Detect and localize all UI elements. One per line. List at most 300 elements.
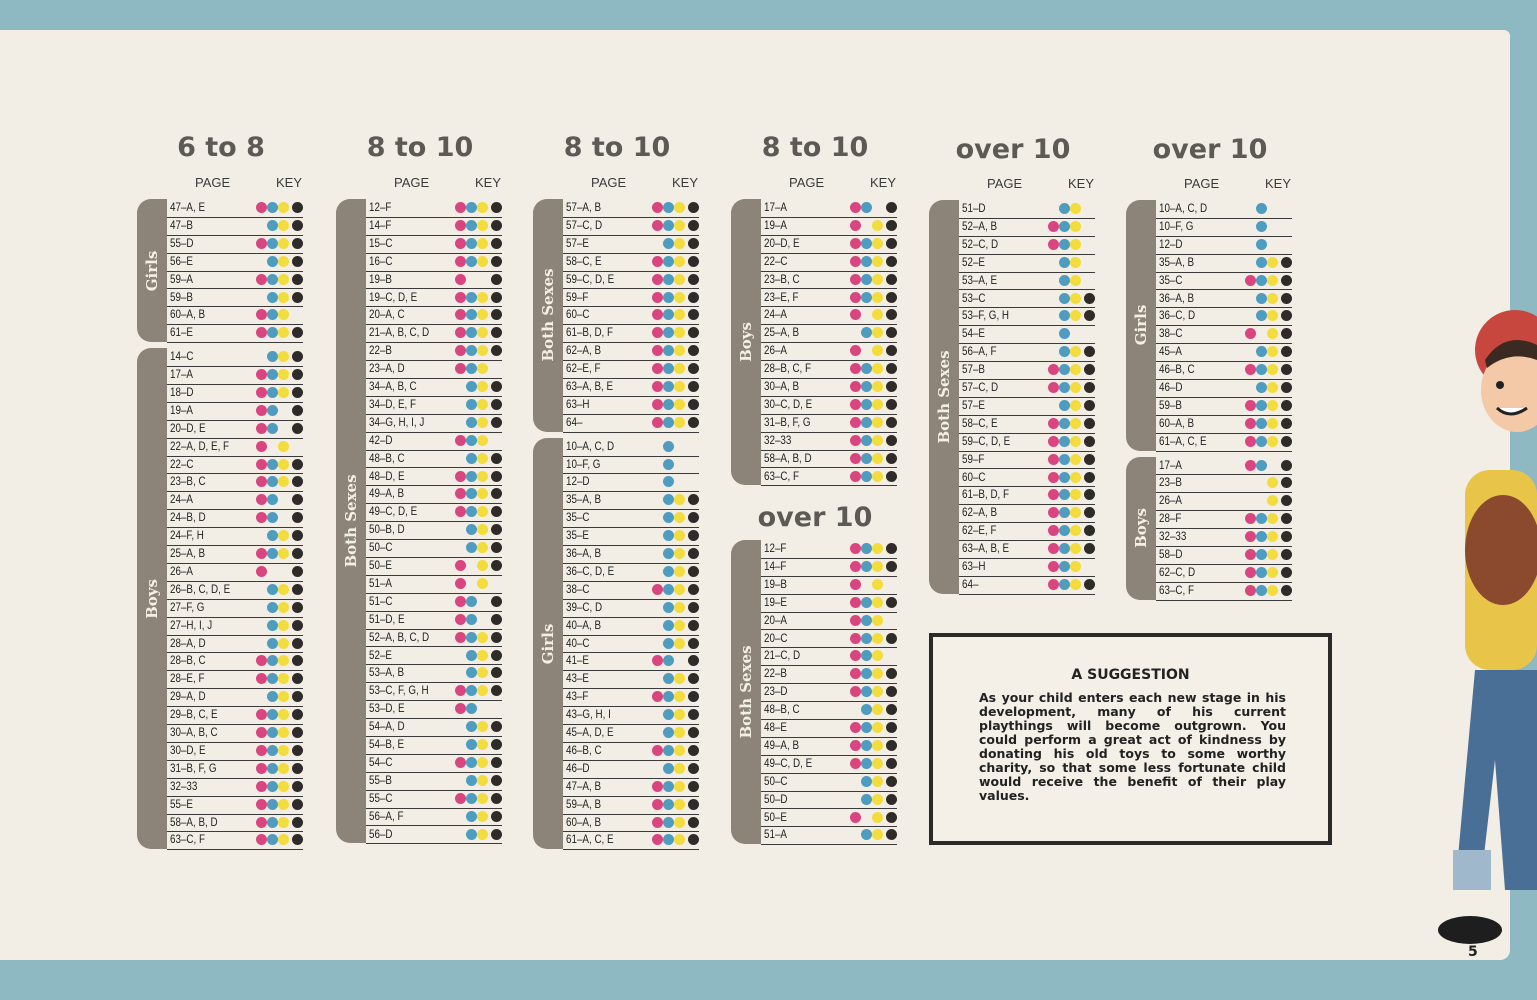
blue-key-dot: [663, 673, 674, 684]
black-key-dot: [688, 309, 699, 320]
blue-key-dot: [1059, 257, 1070, 268]
blue-key-dot: [1256, 239, 1267, 250]
blue-key-dot: [861, 776, 872, 787]
page-ref: 52–A, B, C, D: [369, 629, 430, 644]
page-ref: 22–B: [764, 666, 787, 681]
blue-key-dot: [267, 781, 278, 792]
page-ref: 10–A, C, D: [566, 438, 615, 453]
table-row: [563, 742, 699, 761]
blue-key-dot: [861, 471, 872, 482]
page-ref: 52–C, D: [962, 236, 999, 251]
black-key-dot: [491, 417, 502, 428]
page-ref: 55–D: [170, 235, 194, 250]
blue-key-dot: [466, 238, 477, 249]
table-row: [959, 504, 1095, 523]
yellow-key-dot: [872, 686, 883, 697]
black-key-dot: [886, 704, 897, 715]
yellow-key-dot: [1267, 293, 1278, 304]
page-ref: 47–A, B: [566, 778, 602, 793]
blue-key-dot: [1256, 549, 1267, 560]
yellow-key-dot: [674, 417, 685, 428]
red-key-dot: [1245, 513, 1256, 524]
page-ref: 54–B, E: [369, 737, 405, 751]
red-key-dot: [652, 363, 663, 374]
blue-key-dot: [861, 561, 872, 572]
table-row: [167, 563, 303, 582]
table-row: [761, 324, 897, 343]
table-row: [761, 647, 897, 666]
page-ref: 23–B, C: [170, 474, 206, 489]
red-key-dot: [652, 256, 663, 267]
blue-key-dot: [466, 435, 477, 446]
table-row: [761, 719, 897, 738]
table-row: [959, 576, 1095, 595]
red-key-dot: [1048, 239, 1059, 250]
table-row: [167, 814, 303, 833]
blue-key-dot: [1059, 472, 1070, 483]
red-key-dot: [256, 745, 267, 756]
table-row: [761, 558, 897, 577]
red-key-dot: [1048, 454, 1059, 465]
black-key-dot: [491, 685, 502, 696]
red-key-dot: [652, 584, 663, 595]
yellow-key-dot: [477, 739, 488, 750]
table-row: [167, 652, 303, 671]
black-key-dot: [886, 561, 897, 572]
black-key-dot: [1281, 418, 1292, 429]
yellow-key-dot: [477, 793, 488, 804]
yellow-key-dot: [674, 292, 685, 303]
yellow-key-dot: [278, 620, 289, 631]
page-ref: 53–F, G, H: [962, 308, 1010, 323]
page-ref: 49–C, D, E: [369, 504, 418, 519]
black-key-dot: [886, 471, 897, 482]
table-row: [563, 456, 699, 475]
yellow-key-dot: [477, 578, 488, 589]
blue-key-dot: [663, 327, 674, 338]
red-key-dot: [652, 202, 663, 213]
yellow-key-dot: [872, 776, 883, 787]
page-ref: 59–C, D, E: [962, 433, 1011, 448]
blue-key-dot: [267, 327, 278, 338]
table-row: [167, 473, 303, 492]
black-key-dot: [292, 691, 303, 702]
boy-illustration: [1435, 290, 1537, 960]
red-key-dot: [850, 722, 861, 733]
page-ref: 35–C: [1159, 272, 1183, 287]
table-row: [366, 324, 502, 343]
blue-key-dot: [466, 829, 477, 840]
blue-key-dot: [466, 488, 477, 499]
table-row: [1156, 564, 1292, 583]
group-tab: [533, 438, 563, 850]
black-key-dot: [292, 202, 303, 213]
black-key-dot: [886, 399, 897, 410]
blue-key-dot: [1256, 346, 1267, 357]
black-key-dot: [491, 327, 502, 338]
red-key-dot: [455, 506, 466, 517]
blue-key-dot: [1256, 275, 1267, 286]
red-key-dot: [256, 655, 267, 666]
red-key-dot: [455, 292, 466, 303]
table-row: [563, 217, 699, 236]
page-ref: 57–C, D: [566, 217, 603, 232]
group-tab: [533, 199, 563, 432]
blue-key-dot: [267, 423, 278, 434]
page-ref: 21–C, D: [764, 648, 801, 663]
yellow-key-dot: [278, 369, 289, 380]
group-tab: [731, 540, 761, 844]
yellow-key-dot: [872, 399, 883, 410]
table-row: [761, 468, 897, 487]
red-key-dot: [850, 597, 861, 608]
table-row: [366, 647, 502, 666]
blue-key-dot: [267, 638, 278, 649]
yellow-key-dot: [872, 381, 883, 392]
age-range-title: 6 to 8: [177, 132, 265, 163]
group-tab: [929, 200, 959, 594]
table-row: [761, 773, 897, 792]
black-key-dot: [688, 673, 699, 684]
black-key-dot: [1084, 472, 1095, 483]
yellow-key-dot: [1267, 310, 1278, 321]
page-ref: 59–C, D, E: [566, 271, 615, 286]
black-key-dot: [491, 524, 502, 535]
black-key-dot: [886, 238, 897, 249]
table-row: [563, 814, 699, 833]
page-ref: 57–B: [962, 362, 985, 377]
blue-key-dot: [267, 691, 278, 702]
table-row: [1156, 510, 1292, 529]
black-key-dot: [491, 560, 502, 571]
blue-key-dot: [663, 399, 674, 410]
suggestion-title: A SUGGESTION: [1071, 667, 1190, 683]
table-row: [1156, 546, 1292, 565]
black-key-dot: [292, 292, 303, 303]
red-key-dot: [1048, 364, 1059, 375]
red-key-dot: [652, 345, 663, 356]
yellow-key-dot: [477, 721, 488, 732]
yellow-key-dot: [674, 691, 685, 702]
table-row: [366, 450, 502, 469]
red-key-dot: [256, 781, 267, 792]
blue-key-dot: [861, 722, 872, 733]
blue-key-dot: [861, 274, 872, 285]
blue-key-dot: [663, 202, 674, 213]
red-key-dot: [256, 309, 267, 320]
table-row: [366, 217, 502, 236]
red-key-dot: [850, 238, 861, 249]
red-key-dot: [256, 709, 267, 720]
black-key-dot: [491, 220, 502, 231]
red-key-dot: [256, 494, 267, 505]
black-key-dot: [688, 763, 699, 774]
page-header: PAGE: [195, 175, 231, 190]
table-row: [1156, 528, 1292, 547]
blue-key-dot: [1059, 579, 1070, 590]
blue-key-dot: [267, 459, 278, 470]
table-row: [167, 617, 303, 636]
red-key-dot: [1048, 543, 1059, 554]
group-boys: [731, 199, 899, 485]
black-key-dot: [292, 548, 303, 559]
black-key-dot: [688, 417, 699, 428]
red-key-dot: [1245, 328, 1256, 339]
yellow-key-dot: [674, 238, 685, 249]
age-range-title: over 10: [1152, 134, 1268, 165]
table-row: [761, 378, 897, 397]
page-ref: 15–C: [369, 235, 393, 250]
black-key-dot: [886, 794, 897, 805]
page-ref: 64–: [962, 576, 979, 591]
yellow-key-dot: [1070, 400, 1081, 411]
black-key-dot: [292, 799, 303, 810]
table-row: [167, 420, 303, 439]
group-tab: [1126, 457, 1156, 600]
page-ref: 12–D: [566, 474, 590, 489]
table-row: [761, 809, 897, 828]
black-key-dot: [886, 776, 897, 787]
black-key-dot: [1281, 257, 1292, 268]
page-ref: 40–A, B: [566, 617, 602, 632]
yellow-key-dot: [674, 584, 685, 595]
blue-key-dot: [663, 256, 674, 267]
page-ref: 46–D: [566, 760, 590, 775]
black-key-dot: [292, 459, 303, 470]
page-ref: 26–A: [764, 343, 787, 358]
page-ref: 32–33: [170, 778, 198, 793]
blue-key-dot: [663, 512, 674, 523]
blue-key-dot: [663, 476, 674, 487]
black-key-dot: [491, 309, 502, 320]
blue-key-dot: [267, 727, 278, 738]
page-ref: 51–D: [962, 201, 986, 215]
page-ref: 27–H, I, J: [170, 617, 213, 632]
red-key-dot: [256, 459, 267, 470]
blue-key-dot: [466, 632, 477, 643]
red-key-dot: [1245, 585, 1256, 596]
black-key-dot: [292, 834, 303, 845]
page-ref: 63–H: [962, 559, 986, 573]
red-key-dot: [256, 202, 267, 213]
red-key-dot: [455, 363, 466, 374]
table-row: [1156, 397, 1292, 416]
red-key-dot: [256, 476, 267, 487]
group-tab: [1126, 200, 1156, 451]
red-key-dot: [1245, 460, 1256, 471]
blue-key-dot: [1059, 525, 1070, 536]
blue-key-dot: [267, 256, 278, 267]
black-key-dot: [292, 584, 303, 595]
table-row: [563, 342, 699, 361]
group-girls: [137, 199, 305, 342]
yellow-key-dot: [278, 655, 289, 666]
page-ref: 58–C, E: [566, 253, 602, 268]
table-row: [167, 324, 303, 343]
black-key-dot: [491, 542, 502, 553]
black-key-dot: [491, 202, 502, 213]
red-key-dot: [652, 292, 663, 303]
yellow-key-dot: [477, 435, 488, 446]
group-label: Girls: [539, 623, 557, 664]
page-ref: 27–F, G: [170, 599, 205, 614]
yellow-key-dot: [872, 327, 883, 338]
table-row: [563, 235, 699, 254]
red-key-dot: [1048, 579, 1059, 590]
blue-key-dot: [1256, 418, 1267, 429]
black-key-dot: [491, 345, 502, 356]
black-key-dot: [1084, 400, 1095, 411]
page-ref: 24–A: [170, 492, 193, 507]
black-key-dot: [1281, 436, 1292, 447]
blue-key-dot: [1059, 382, 1070, 393]
page-ref: 58–A, B, D: [170, 814, 218, 829]
group-boys: [1126, 457, 1294, 600]
table-row: [761, 791, 897, 810]
blue-key-dot: [663, 309, 674, 320]
page-ref: 22–C: [170, 456, 194, 471]
yellow-key-dot: [278, 309, 289, 320]
yellow-key-dot: [1267, 513, 1278, 524]
blue-key-dot: [861, 829, 872, 840]
black-key-dot: [1281, 310, 1292, 321]
page-ref: 50–E: [369, 558, 392, 572]
yellow-key-dot: [1070, 203, 1081, 214]
page-ref: 12–F: [764, 541, 787, 555]
table-row: [167, 491, 303, 510]
table-row: [167, 778, 303, 797]
yellow-key-dot: [674, 602, 685, 613]
blue-key-dot: [466, 417, 477, 428]
yellow-key-dot: [477, 363, 488, 374]
red-key-dot: [652, 799, 663, 810]
table-row: [366, 539, 502, 558]
yellow-key-dot: [1070, 418, 1081, 429]
yellow-key-dot: [1267, 275, 1278, 286]
yellow-key-dot: [477, 471, 488, 482]
yellow-key-dot: [872, 238, 883, 249]
black-key-dot: [688, 602, 699, 613]
group-tab: [336, 199, 366, 843]
black-key-dot: [1281, 460, 1292, 471]
table-row: [1156, 236, 1292, 255]
page-ref: 63–A, B, E: [962, 541, 1010, 556]
table-row: [563, 545, 699, 564]
yellow-key-dot: [1070, 275, 1081, 286]
table-row: [563, 414, 699, 433]
yellow-key-dot: [477, 327, 488, 338]
blue-key-dot: [861, 202, 872, 213]
page-ref: 61–B, D, F: [962, 487, 1010, 502]
yellow-key-dot: [1070, 525, 1081, 536]
blue-key-dot: [663, 745, 674, 756]
red-key-dot: [455, 435, 466, 446]
page-ref: 51–C: [369, 593, 393, 608]
red-key-dot: [455, 274, 466, 285]
blue-key-dot: [663, 727, 674, 738]
red-key-dot: [652, 399, 663, 410]
yellow-key-dot: [477, 632, 488, 643]
table-row: [761, 199, 897, 218]
blue-key-dot: [663, 441, 674, 452]
red-key-dot: [455, 596, 466, 607]
yellow-key-dot: [477, 417, 488, 428]
black-key-dot: [886, 453, 897, 464]
red-key-dot: [652, 745, 663, 756]
red-key-dot: [652, 817, 663, 828]
yellow-key-dot: [278, 202, 289, 213]
yellow-key-dot: [278, 459, 289, 470]
age-range-title: 8 to 10: [563, 132, 671, 163]
yellow-key-dot: [872, 453, 883, 464]
table-row: [167, 456, 303, 475]
page-ref: 57–C, D: [962, 380, 999, 394]
blue-key-dot: [267, 673, 278, 684]
red-key-dot: [850, 345, 861, 356]
page-ref: 46–D: [1159, 380, 1183, 394]
blue-key-dot: [466, 703, 477, 714]
black-key-dot: [886, 668, 897, 679]
black-key-dot: [1281, 275, 1292, 286]
yellow-key-dot: [872, 435, 883, 446]
page-ref: 14–C: [170, 349, 194, 364]
page-ref: 34–A, B, C: [369, 379, 417, 393]
page-ref: 20–A, C: [369, 307, 405, 322]
table-row: [761, 396, 897, 415]
red-key-dot: [256, 799, 267, 810]
blue-key-dot: [1059, 239, 1070, 250]
red-key-dot: [850, 417, 861, 428]
page-ref: 52–E: [369, 647, 392, 662]
red-key-dot: [455, 614, 466, 625]
page-ref: 47–B: [170, 217, 193, 232]
table-row: [366, 611, 502, 630]
group-label: Girls: [1132, 305, 1150, 346]
table-row: [366, 289, 502, 308]
blue-key-dot: [861, 363, 872, 374]
yellow-key-dot: [674, 799, 685, 810]
group-label: Both Sexes: [935, 350, 953, 444]
red-key-dot: [256, 727, 267, 738]
table-row: [761, 450, 897, 469]
red-key-dot: [1245, 549, 1256, 560]
red-key-dot: [1245, 531, 1256, 542]
group-girls: [533, 438, 701, 850]
table-row: [167, 438, 303, 457]
blue-key-dot: [663, 274, 674, 285]
table-row: [167, 724, 303, 743]
black-key-dot: [688, 691, 699, 702]
yellow-key-dot: [477, 560, 488, 571]
table-row: [761, 306, 897, 325]
table-row: [959, 379, 1095, 398]
table-row: [1156, 379, 1292, 398]
page-ref: 19–A: [170, 402, 193, 417]
red-key-dot: [850, 471, 861, 482]
table-row: [1156, 474, 1292, 493]
page-ref: 63–H: [566, 396, 590, 411]
table-row: [761, 217, 897, 236]
page-ref: 34–D, E, F: [369, 396, 417, 411]
page-ref: 45–A, D, E: [566, 725, 614, 740]
blue-key-dot: [267, 655, 278, 666]
black-key-dot: [688, 638, 699, 649]
page-ref: 10–A, C, D: [1159, 201, 1208, 215]
red-key-dot: [1245, 400, 1256, 411]
table-row: [1156, 492, 1292, 511]
page-ref: 22–C: [764, 253, 788, 268]
group-both-sexes: [533, 199, 701, 432]
